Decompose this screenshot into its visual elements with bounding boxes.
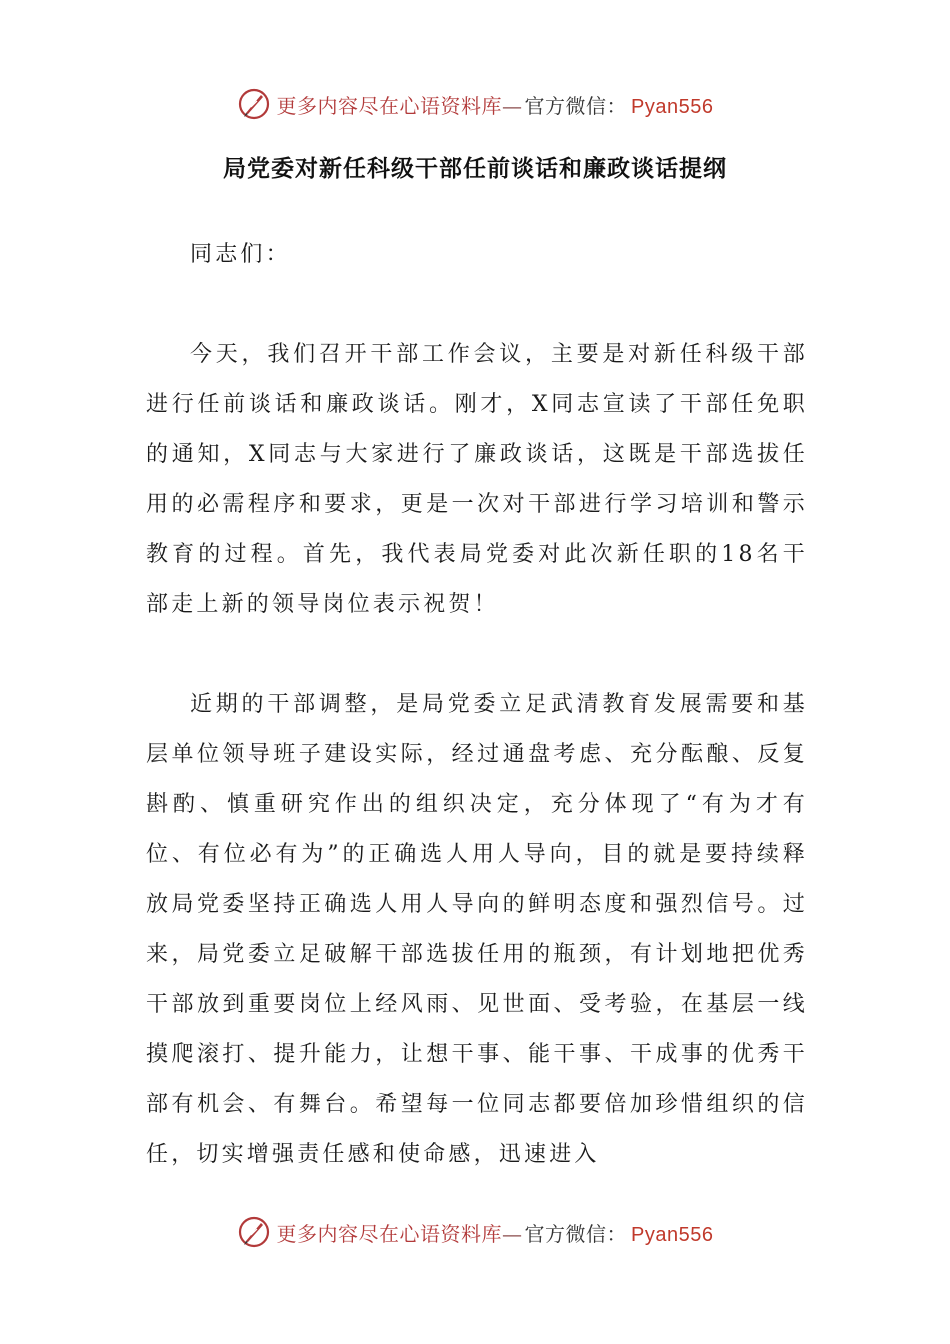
salutation: 同志们： <box>190 242 291 267</box>
footer-banner-text <box>277 1218 714 1247</box>
paragraph: 近期的干部调整，是局党委立足武清教育发展需要和基层单位领导班子建设实际，经过通盘考虑、充分酝酿、反复斟酌、慎重研究作出的组织决定，充分体现了“有为才有位、有位必有为”的正确选人用人导向，目的就是要持续释放局党委坚持正确选人用人导向的鲜明态度和强烈信号。过来，局党委立足破解干部选拔任用的瓶颈，有计划地把优秀干部放到重要岗位上经风雨、见世面、受考验，在基层一线摸爬滚打、提升能力，让想干事、能干事、干成事的优秀干部有机会、有舞台。希望每一位同志都要倍加珍惜组织的信任，切实增强责任感和使命感，迅速进入 <box>146 692 808 1167</box>
paragraph: 今天，我们召开干部工作会议，主要是对新任科级干部进行任前谈话和廉政谈话。刚才，X同志宣读了干部任免职的通知，X同志与大家进行了廉政谈话，这既是干部选拔任用的必需程序和要求，更是一次对干部进行学习培训和警示教育的过程。首先，我代表局党委对此次新任职的18名干部走上新的领导岗位表示祝贺！ <box>146 342 808 617</box>
footer-separator: — <box>502 1221 523 1246</box>
footer-site-text: 更多内容尽在心语资料库 <box>276 1221 503 1246</box>
header-wechat-id: Pyan556 <box>631 95 714 118</box>
footer-banner <box>0 1212 950 1252</box>
quill-logo-icon <box>237 1215 271 1249</box>
footer-wechat-label: 官方微信： <box>524 1221 628 1246</box>
header-banner-text <box>277 90 714 119</box>
quill-logo-icon <box>237 87 271 121</box>
header-site-text: 更多内容尽在心语资料库 <box>276 93 503 118</box>
header-banner <box>0 84 950 124</box>
footer-wechat-id: Pyan556 <box>631 1223 714 1246</box>
document-title: 局党委对新任科级干部任前谈话和廉政谈话提纲 <box>223 156 727 182</box>
header-separator: — <box>502 93 523 118</box>
header-wechat-label: 官方微信： <box>524 93 628 118</box>
document-body <box>146 230 808 1180</box>
